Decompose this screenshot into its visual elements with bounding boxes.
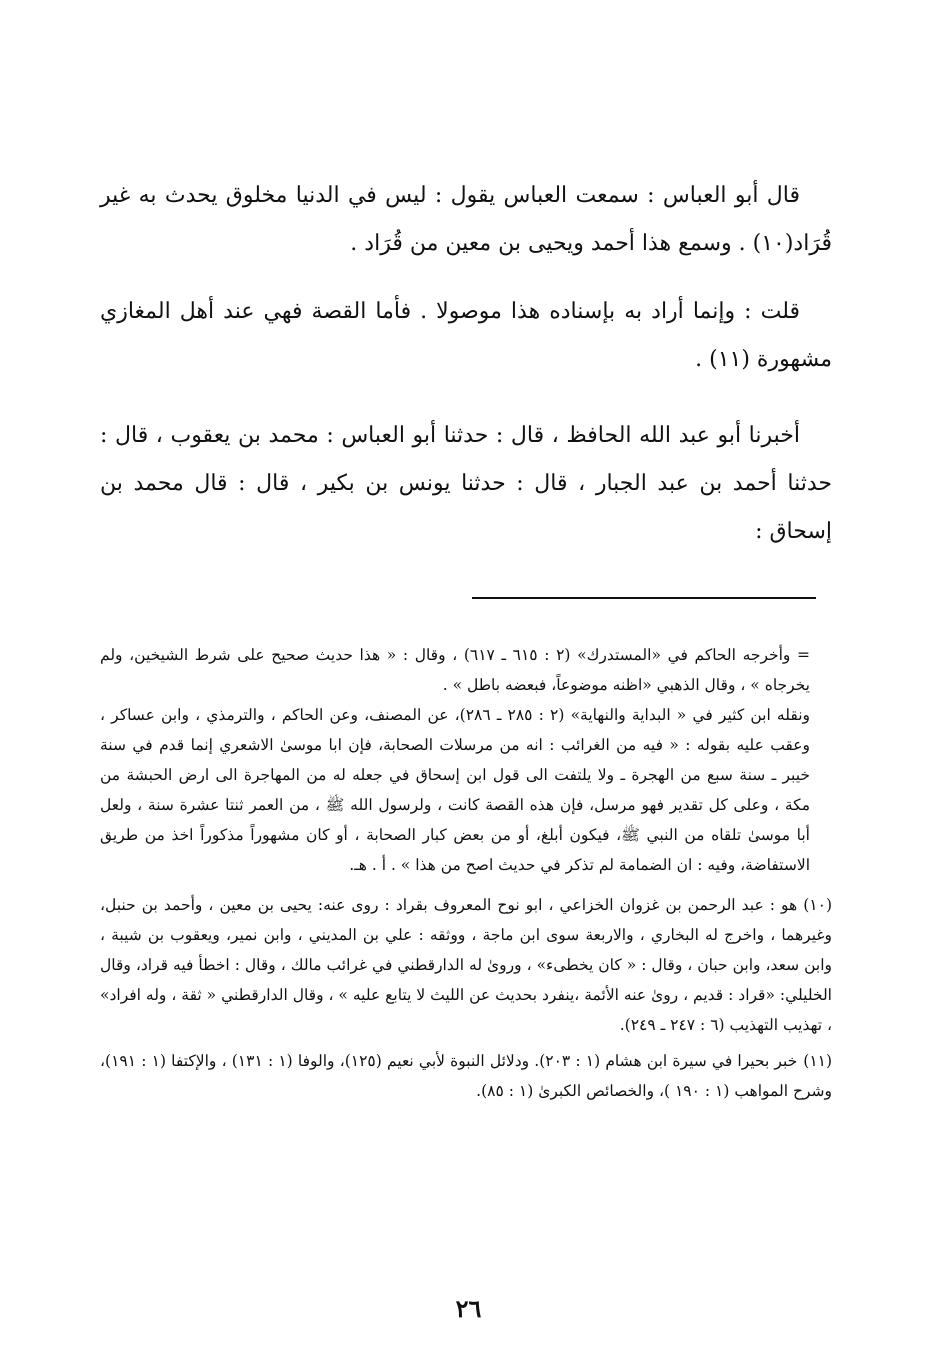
paragraph-2: قلت : وإنما أراد به بإسناده هذا موصولا . فأما القصة فهي عند أهل المغازي مشهورة (١١) . <box>100 299 832 372</box>
page-number: ٢٦ <box>455 1294 482 1323</box>
footnote-10 <box>100 890 832 1040</box>
footnote-10-text: هو : عبد الرحمن بن غزوان الخزاعي ، ابو نوح المعروف بقراد : روى عنه: يحيى بن معين ، وأحمد بن حنبل، وغيرهما ، واخرج له البخاري ، والاربعة سوى ابن ماجة ، ووثقه : علي بن المديني ، وابن نمير، ويعقوب بن شيبة ، وابن سعد، وابن حبان ، وقال : « كان يخطىء» ، وروىٰ له الدارقطني في غرائب مالك ، وقال : اخطأ فيه قراد، وقال الخليلي: «قراد : قديم ، روىٰ عنه الأئمة ،ينفرد بحديث عن الليث لا يتابع عليه » ، وقال الدارقطني « ثقة ، وله افراد» ، تهذيب التهذيب (٦ : ٢٤٧ ـ ٢٤٩). <box>100 896 832 1034</box>
footnote-11 <box>100 1046 832 1106</box>
footnote-10-number: (١٠) <box>803 896 832 914</box>
footnote-continuation-1: = وأخرجه الحاكم في «المستدرك» (٢ : ٦١٥ ـ ٦١٧) ، وقال : « هذا حديث صحيح على شرط الشيخين، ولم يخرجاه » ، وقال الذهبي «اظنه موضوعاً، فبعضه باطل » . <box>100 646 811 694</box>
footnotes <box>100 640 832 1106</box>
footnote-continuation-2: ونقله ابن كثير في « البداية والنهاية» (٢ : ٢٨٥ ـ ٢٨٦)، عن المصنف، وعن الحاكم ، والترمذي ، وابن عساكر ، وعقب عليه بقوله : « فيه من الغرائب : انه من مرسلات الصحابة، فإن ابا موسىٰ الاشعري إنما قدم في سنة خيبر ـ سنة سبع من الهجرة ـ ولا يلتفت الى قول ابن إسحاق في جعله له من المهاجرة الى ارض الحبشة من مكة ، وعلى كل تقدير فهو مرسل، فإن هذه القصة كانت ، ولرسول الله ﷺ ، من العمر ثنتا عشرة سنة ، ولعل أبا موسىٰ تلقاه من النبي ﷺ، فيكون أبلغ، أو من بعض كبار الصحابة ، أو كان مشهوراً مذكوراً اخذ من طريق الاستفاضة، وفيه : ان الضمامة لم تذكر في حديث اصح من هذا » . أ . هـ. <box>100 706 811 874</box>
paragraph-3: أخبرنا أبو عبد الله الحافظ ، قال : حدثنا أبو العباس : محمد بن يعقوب ، قال : حدثنا أحمد بن عبد الجبار ، قال : حدثنا يونس بن بكير ، قال : قال محمد بن إسحاق : <box>100 423 832 544</box>
footnote-11-number: (١١) <box>803 1052 833 1070</box>
footnote-11-text: خبر بحيرا في سيرة ابن هشام (١ : ٢٠٣). ودلائل النبوة لأبي نعيم (١٢٥)، والوفا (١ : ١٣١) ، والإكتفا (١ : ١٩١)، وشرح المواهب (١ : ١٩٠ )، والخصائص الكبرىٰ (١ : ٨٥). <box>100 1052 832 1100</box>
paragraph-1: قال أبو العباس : سمعت العباس يقول : ليس في الدنيا مخلوق يحدث به غير قُرَاد(١٠) . وسمع هذا أحمد ويحيى بن معين من قُرَاد . <box>100 183 832 256</box>
footnote-separator <box>472 597 816 599</box>
main-text <box>100 172 832 556</box>
